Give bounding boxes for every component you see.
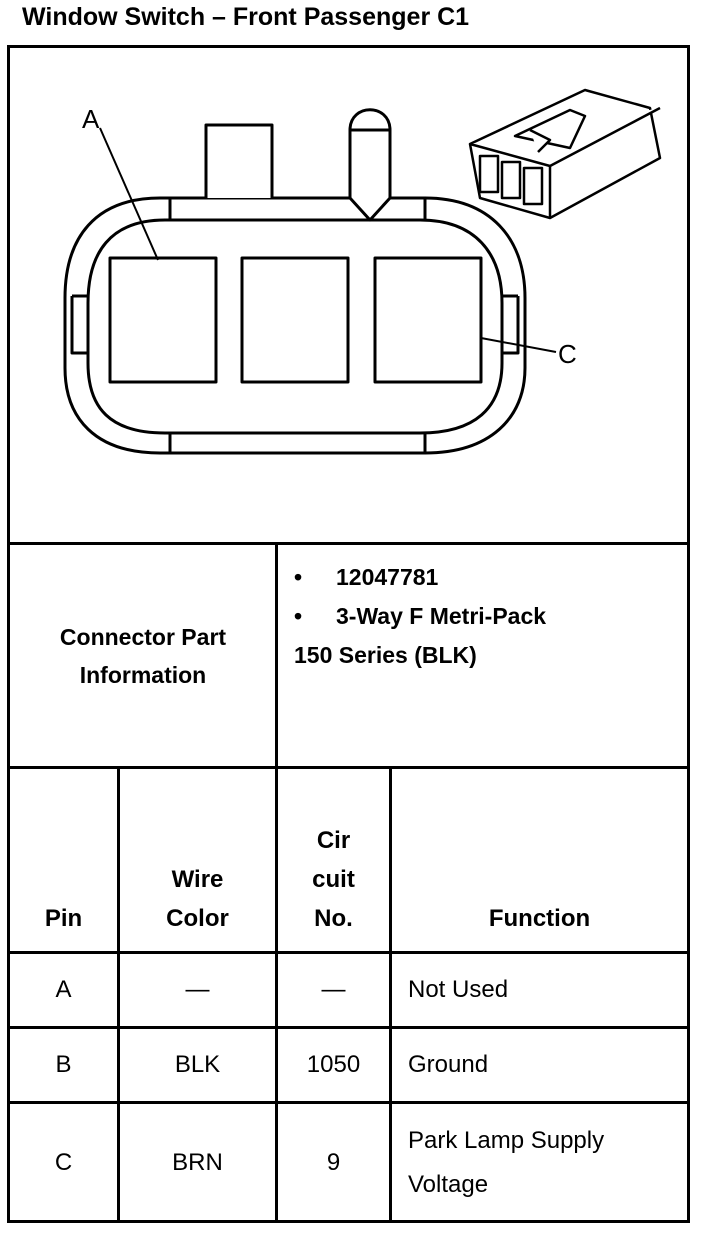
table-row-a-pin: A	[55, 976, 72, 1003]
table-row-b-function: Ground	[408, 1051, 489, 1078]
bullet-icon: •	[294, 564, 303, 590]
connector-top-tab	[206, 125, 272, 198]
table-row-c-wire-color: BRN	[172, 1148, 223, 1176]
header-circuit-line2: cuit	[312, 866, 355, 893]
header-pin: Pin	[44, 905, 83, 932]
cavity-a	[110, 258, 216, 382]
table-row-c-function	[408, 1119, 604, 1207]
connector-series: 150 Series (BLK)	[294, 642, 477, 668]
connector-info-list	[294, 558, 546, 675]
table-row-c-circuit: 9	[326, 1148, 341, 1176]
header-wire-color	[120, 860, 275, 938]
connector-type: 3-Way F Metri-Pack	[336, 603, 547, 629]
header-circuit-line3: No.	[314, 905, 353, 932]
connector-info-label-line2: Information	[79, 662, 207, 688]
table-row-a-function: Not Used	[408, 976, 509, 1003]
header-wire-color-line1: Wire	[171, 866, 224, 893]
header-function: Function	[488, 905, 591, 932]
connector-diagram	[10, 48, 687, 542]
table-row-b-pin: B	[55, 1051, 72, 1078]
left-side-ear	[72, 296, 88, 353]
list-item	[294, 597, 546, 636]
table-row-a-circuit: —	[321, 976, 346, 1003]
divider-col-circuit	[389, 766, 392, 1223]
table-row-c-pin: C	[54, 1148, 73, 1176]
header-wire-color-line2: Color	[166, 905, 229, 932]
connector-iso-view	[470, 90, 660, 218]
connector-info-label-line1: Connector Part	[59, 624, 227, 650]
table-row-c-function-line1: Park Lamp Supply	[408, 1127, 605, 1154]
page-title: Window Switch – Front Passenger C1	[22, 3, 470, 31]
table-row-a-wire-color: —	[185, 976, 210, 1003]
header-circuit-line1: Cir	[316, 827, 351, 854]
pin-label-a: A	[82, 104, 100, 134]
connector-info-label	[10, 545, 276, 767]
list-item	[294, 558, 546, 597]
part-number: 12047781	[336, 564, 439, 590]
connector-locking-key	[350, 110, 390, 220]
table-row-b-wire-color: BLK	[174, 1051, 221, 1078]
bullet-icon: •	[294, 603, 303, 629]
cavity-c	[375, 258, 481, 382]
table-row-b-circuit: 1050	[306, 1051, 361, 1078]
pin-label-c: C	[558, 339, 577, 369]
table-row-c-function-line2: Voltage	[408, 1171, 489, 1198]
header-circuit-no	[278, 821, 389, 938]
cavity-b	[242, 258, 348, 382]
